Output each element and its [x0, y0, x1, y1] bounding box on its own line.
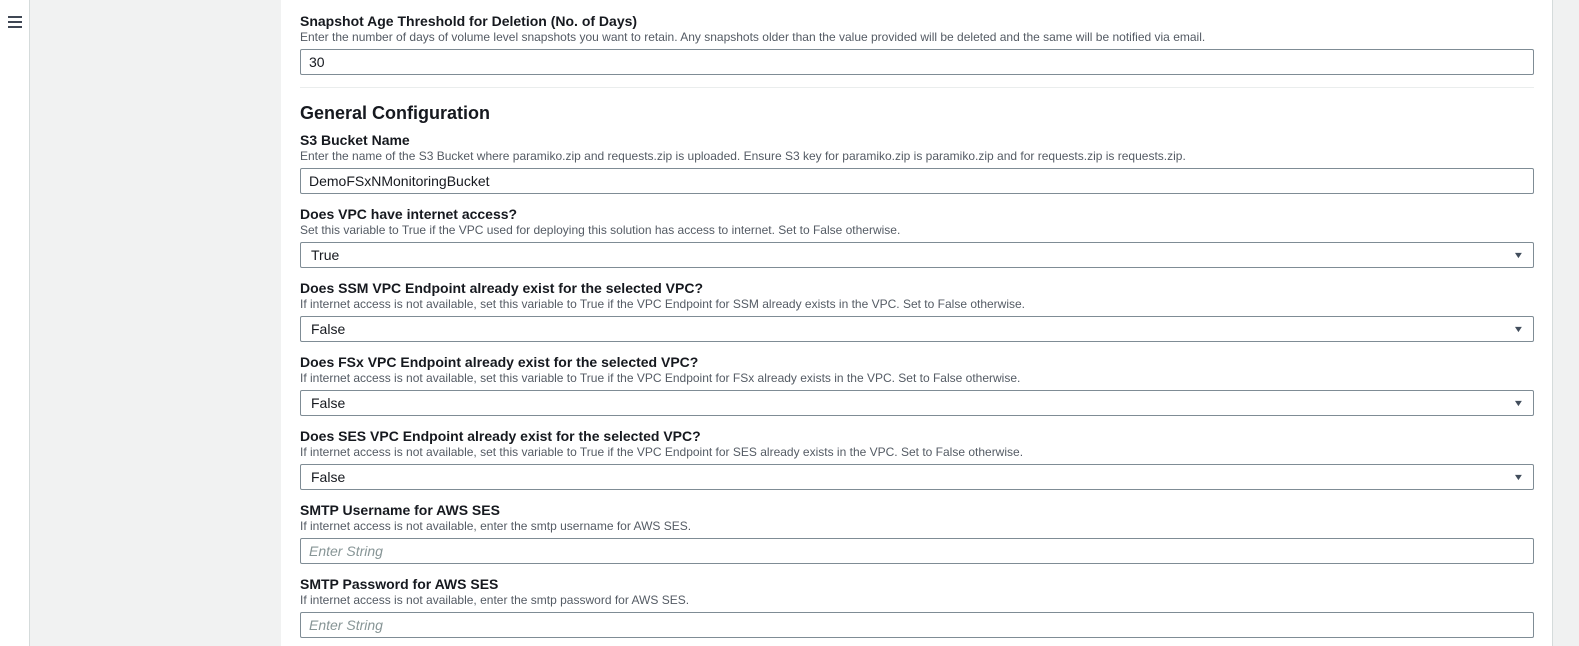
field-description: If internet access is not available, enter the smtp password for AWS SES.	[300, 593, 690, 607]
field-label: S3 Bucket Name	[300, 132, 410, 148]
snapshot-age-input[interactable]	[300, 49, 1534, 75]
chevron-down-icon: ▼	[1512, 397, 1525, 408]
fsx-vpc-endpoint-field	[300, 354, 1534, 416]
field-description: Set this variable to True if the VPC used for deploying this solution has access to internet. Set to False otherwise.	[300, 223, 901, 237]
chevron-down-icon: ▼	[1512, 323, 1525, 334]
vpc-internet-access-select[interactable]	[300, 242, 1534, 268]
field-label: Snapshot Age Threshold for Deletion (No. of Days)	[300, 13, 638, 29]
ssm-vpc-endpoint-select[interactable]	[300, 316, 1534, 342]
field-label: Does VPC have internet access?	[300, 206, 518, 222]
select-value: False	[311, 395, 346, 411]
s3-bucket-name-field	[300, 132, 1534, 194]
chevron-down-icon: ▼	[1512, 471, 1525, 482]
smtp-username-input[interactable]	[300, 538, 1534, 564]
field-description: If internet access is not available, set this variable to True if the VPC Endpoint for SSM already exists in the VPC. Set to False otherwise.	[300, 297, 1026, 311]
field-description: Enter the number of days of volume level snapshots you want to retain. Any snapshots older than the value provided will be deleted and the same will be notified via email.	[300, 30, 1206, 44]
ses-vpc-endpoint-field	[300, 428, 1534, 490]
select-value: False	[311, 469, 346, 485]
section-divider	[300, 87, 1534, 88]
ses-vpc-endpoint-select[interactable]	[300, 464, 1534, 490]
snapshot-age-field	[300, 13, 1534, 75]
field-description: Enter the name of the S3 Bucket where paramiko.zip and requests.zip is uploaded. Ensure S3 key for paramiko.zip is paramiko.zip and for requests.zip is requests.zip.	[300, 149, 1186, 163]
chevron-down-icon: ▼	[1512, 249, 1525, 260]
field-label: Does FSx VPC Endpoint already exist for the selected VPC?	[300, 354, 699, 370]
field-label: SMTP Password for AWS SES	[300, 576, 499, 592]
section-title: General Configuration	[300, 103, 491, 123]
fsx-vpc-endpoint-select[interactable]	[300, 390, 1534, 416]
field-description: If internet access is not available, set this variable to True if the VPC Endpoint for FSx already exists in the VPC. Set to False otherwise.	[300, 371, 1021, 385]
menu-button[interactable]	[0, 10, 30, 34]
field-label: Does SES VPC Endpoint already exist for the selected VPC?	[300, 428, 701, 444]
side-panel	[30, 0, 281, 646]
s3-bucket-name-input[interactable]	[300, 168, 1534, 194]
field-label: SMTP Username for AWS SES	[300, 502, 500, 518]
ssm-vpc-endpoint-field	[300, 280, 1534, 342]
select-value: True	[311, 247, 340, 263]
vpc-internet-access-field	[300, 206, 1534, 268]
smtp-password-input[interactable]	[300, 612, 1534, 638]
hamburger-icon	[8, 16, 22, 28]
smtp-username-field	[300, 502, 1534, 564]
select-value: False	[311, 321, 346, 337]
field-description: If internet access is not available, enter the smtp username for AWS SES.	[300, 519, 692, 533]
parameters-form	[281, 0, 1552, 646]
left-nav-strip	[0, 0, 30, 646]
right-gutter	[1552, 0, 1579, 646]
field-label: Does SSM VPC Endpoint already exist for the selected VPC?	[300, 280, 703, 296]
field-description: If internet access is not available, set this variable to True if the VPC Endpoint for SES already exists in the VPC. Set to False otherwise.	[300, 445, 1024, 459]
smtp-password-field	[300, 576, 1534, 638]
